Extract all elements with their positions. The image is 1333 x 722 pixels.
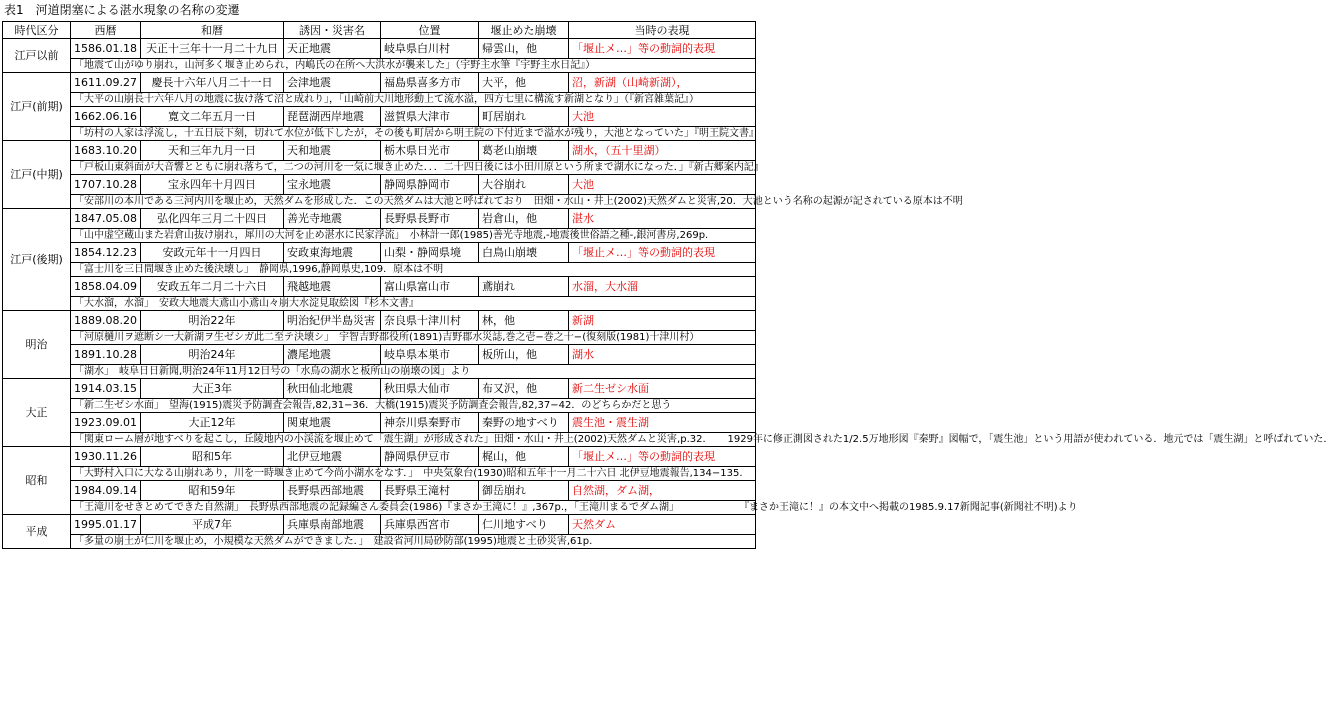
location-cell: 富山県富山市	[381, 277, 479, 297]
event-row	[3, 447, 756, 467]
wareki-cell: 大正3年	[141, 379, 284, 399]
source-quote-cell: 「大水溜，水溜」 安政大地震大鳶山小鳶山々崩大水淀見取絵図『杉木文書』	[71, 297, 756, 311]
expression-cell: 湖水，（五十里湖）	[569, 141, 756, 161]
quote-row	[3, 433, 756, 447]
cause-cell: 北伊豆地震	[284, 447, 381, 467]
quote-row	[3, 399, 756, 413]
wareki-cell: 宝永四年十月四日	[141, 175, 284, 195]
event-row	[3, 73, 756, 93]
quote-row	[3, 59, 756, 73]
event-row	[3, 107, 756, 127]
cause-cell: 秋田仙北地震	[284, 379, 381, 399]
cause-cell: 長野県西部地震	[284, 481, 381, 501]
collapse-cell: 御岳崩れ	[479, 481, 569, 501]
expression-cell: 新湖	[569, 311, 756, 331]
header-collapse: 堰止めた崩壊	[479, 22, 569, 39]
quote-row	[3, 331, 756, 345]
seireki-cell: 1586.01.18	[71, 39, 141, 59]
table-body	[3, 39, 1333, 549]
wareki-cell: 天和三年九月一日	[141, 141, 284, 161]
collapse-cell: 鳶崩れ	[479, 277, 569, 297]
location-cell: 山梨・静岡県境	[381, 243, 479, 263]
quote-row	[3, 365, 756, 379]
header-wareki: 和暦	[141, 22, 284, 39]
expression-cell: 「堰止メ…」等の動詞的表現	[569, 243, 756, 263]
source-quote-cell: 「戸板山東斜面が大音響とともに崩れ落ちて，二つの河川を一気に堰き止めた．．．二十四日後には小田川原という所まで湖水になった．」『新古郷案内記』	[71, 161, 756, 175]
source-quote-cell: 「王滝川をせきとめてできた自然湖」 長野県西部地震の記録編さん委員会(1986)『まさか王滝に！』,367p.，「王滝川まるでダム湖」 『まさか王滝に！』の本文中へ掲載の1985.9.17新聞記事(新聞社不明)より	[71, 501, 756, 515]
cause-cell: 明治紀伊半島災害	[284, 311, 381, 331]
era-cell: 昭和	[3, 447, 71, 515]
header-cause: 誘因・災害名	[284, 22, 381, 39]
cause-cell: 兵庫県南部地震	[284, 515, 381, 535]
seireki-cell: 1891.10.28	[71, 345, 141, 365]
cause-cell: 天正地震	[284, 39, 381, 59]
expression-cell: 天然ダム	[569, 515, 756, 535]
wareki-cell: 寛文二年五月一日	[141, 107, 284, 127]
seireki-cell: 1858.04.09	[71, 277, 141, 297]
location-cell: 秋田県大仙市	[381, 379, 479, 399]
collapse-cell: 大谷崩れ	[479, 175, 569, 195]
wareki-cell: 安政五年二月二十六日	[141, 277, 284, 297]
source-quote-cell: 「大野村入口に大なる山崩れあり，川を一時堰き止めて今尚小湖水をなす．」 中央気象台(1930)昭和五年十一月二十六日 北伊豆地震報告,134−135.	[71, 467, 756, 481]
collapse-cell: 大平，他	[479, 73, 569, 93]
era-cell: 明治	[3, 311, 71, 379]
wareki-cell: 天正十三年十一月二十九日	[141, 39, 284, 59]
era-cell: 江戸(中期)	[3, 141, 71, 209]
wareki-cell: 昭和5年	[141, 447, 284, 467]
expression-cell: 沼，新湖（山崎新湖），	[569, 73, 756, 93]
source-quote-cell: 「安部川の本川である三河内川を堰止め，天然ダムを形成した．この天然ダムは大池と呼ばれており 田畑・水山・井上(2002)天然ダムと災害,20．大池という名称の起源が記されている原本は不明	[71, 195, 756, 209]
collapse-cell: 白鳥山崩壊	[479, 243, 569, 263]
location-cell: 栃木県日光市	[381, 141, 479, 161]
location-cell: 滋賀県大津市	[381, 107, 479, 127]
expression-cell: 水溜，大水溜	[569, 277, 756, 297]
seireki-cell: 1611.09.27	[71, 73, 141, 93]
quote-row	[3, 263, 756, 277]
quote-row	[3, 535, 756, 549]
header-location: 位置	[381, 22, 479, 39]
cause-cell: 安政東海地震	[284, 243, 381, 263]
location-cell: 岐阜県本巣市	[381, 345, 479, 365]
event-row	[3, 379, 756, 399]
collapse-cell: 林，他	[479, 311, 569, 331]
collapse-cell: 帰雲山，他	[479, 39, 569, 59]
table-title: 表1 河道閉塞による湛水現象の名称の変遷	[4, 3, 240, 17]
source-quote-cell: 「富士川を三日間堰き止めた後決壊し」 静岡県,1996,静岡県史,109．原本は不明	[71, 263, 756, 277]
event-row	[3, 515, 756, 535]
wareki-cell: 明治22年	[141, 311, 284, 331]
expression-cell: 震生池・震生湖	[569, 413, 756, 433]
era-cell: 江戸以前	[3, 39, 71, 73]
era-cell: 平成	[3, 515, 71, 549]
location-cell: 静岡県静岡市	[381, 175, 479, 195]
location-cell: 兵庫県西宮市	[381, 515, 479, 535]
expression-cell: 新二生ゼシ水面	[569, 379, 756, 399]
quote-row	[3, 467, 756, 481]
quote-row	[3, 93, 756, 107]
collapse-cell: 板所山，他	[479, 345, 569, 365]
seireki-cell: 1889.08.20	[71, 311, 141, 331]
header-seireki: 西暦	[71, 22, 141, 39]
quote-row	[3, 229, 756, 243]
name-transition-table	[2, 21, 1333, 549]
seireki-cell: 1662.06.16	[71, 107, 141, 127]
seireki-cell: 1854.12.23	[71, 243, 141, 263]
era-cell: 大正	[3, 379, 71, 447]
quote-row	[3, 195, 756, 209]
quote-row	[3, 297, 756, 311]
seireki-cell: 1683.10.20	[71, 141, 141, 161]
era-cell: 江戸(前期)	[3, 73, 71, 141]
expression-cell: 自然湖，ダム湖，	[569, 481, 756, 501]
expression-cell: 「堰止メ…」等の動詞的表現	[569, 447, 756, 467]
expression-cell: 湖水	[569, 345, 756, 365]
collapse-cell: 梶山，他	[479, 447, 569, 467]
cause-cell: 宝永地震	[284, 175, 381, 195]
seireki-cell: 1914.03.15	[71, 379, 141, 399]
wareki-cell: 昭和59年	[141, 481, 284, 501]
wareki-cell: 安政元年十一月四日	[141, 243, 284, 263]
seireki-cell: 1995.01.17	[71, 515, 141, 535]
event-row	[3, 175, 756, 195]
expression-cell: 湛水	[569, 209, 756, 229]
expression-cell: 大池	[569, 107, 756, 127]
seireki-cell: 1923.09.01	[71, 413, 141, 433]
location-cell: 奈良県十津川村	[381, 311, 479, 331]
location-cell: 長野県長野市	[381, 209, 479, 229]
event-row	[3, 277, 756, 297]
collapse-cell: 秦野の地すべり	[479, 413, 569, 433]
event-row	[3, 311, 756, 331]
cause-cell: 琵琶湖西岸地震	[284, 107, 381, 127]
source-quote-cell: 「湖水」 岐阜日日新聞,明治24年11月12日号の「水鳥の湖水と板所山の崩壊の図」より	[71, 365, 756, 379]
cause-cell: 濃尾地震	[284, 345, 381, 365]
cause-cell: 関東地震	[284, 413, 381, 433]
source-quote-cell: 「大平の山崩長十六年八月の地震に抜け落て沼と成れり」，「山崎前大川地形動上て流水溢，四方七里に構流す新湖となり」（『新宮雑葉記』）	[71, 93, 756, 107]
wareki-cell: 明治24年	[141, 345, 284, 365]
cause-cell: 天和地震	[284, 141, 381, 161]
seireki-cell: 1930.11.26	[71, 447, 141, 467]
location-cell: 神奈川県秦野市	[381, 413, 479, 433]
seireki-cell: 1847.05.08	[71, 209, 141, 229]
seireki-cell: 1707.10.28	[71, 175, 141, 195]
event-row	[3, 243, 756, 263]
event-row	[3, 345, 756, 365]
expression-cell: 大池	[569, 175, 756, 195]
event-row	[3, 413, 756, 433]
event-row	[3, 141, 756, 161]
collapse-cell: 岩倉山，他	[479, 209, 569, 229]
quote-row	[3, 127, 756, 141]
header-expression: 当時の表現	[569, 22, 756, 39]
source-quote-cell: 「新二生ゼシ水面」 望海(1915)震災予防調査会報告,82,31−36．大橋(1915)震災予防調査会報告,82,37−42．のどちらかだと思う	[71, 399, 756, 413]
location-cell: 長野県王滝村	[381, 481, 479, 501]
quote-row	[3, 161, 756, 175]
cause-cell: 善光寺地震	[284, 209, 381, 229]
location-cell: 岐阜県白川村	[381, 39, 479, 59]
collapse-cell: 町居崩れ	[479, 107, 569, 127]
expression-cell: 「堰止メ…」等の動詞的表現	[569, 39, 756, 59]
location-cell: 静岡県伊豆市	[381, 447, 479, 467]
collapse-cell: 仁川地すべり	[479, 515, 569, 535]
wareki-cell: 大正12年	[141, 413, 284, 433]
era-cell: 江戸(後期)	[3, 209, 71, 311]
wareki-cell: 弘化四年三月二十四日	[141, 209, 284, 229]
wareki-cell: 慶長十六年八月二十一日	[141, 73, 284, 93]
header-row	[3, 22, 756, 39]
event-row	[3, 209, 756, 229]
event-row	[3, 39, 756, 59]
source-quote-cell: 「多量の崩土が仁川を堰止め，小規模な天然ダムができました．」 建設省河川局砂防部(1995)地震と土砂災害,61p.	[71, 535, 756, 549]
wareki-cell: 平成7年	[141, 515, 284, 535]
source-quote-cell: 「地震て山がゆり崩れ，山河多く堰き止められ，内嶋氏の在所へ大洪水が襲来した」（宇野主水筆『宇野主水日記』）	[71, 59, 756, 73]
source-quote-cell: 「関東ローム層が地すべりを起こし，丘陵地内の小渓流を堰止めて「震生湖」が形成された」田畑・水山・井上(2002)天然ダムと災害,p.32． 1929年に修正測図された1/2.5万地形図『秦野』図幅で，「震生池」という用語が使われている．地元では「震生湖」と呼ばれていた．	[71, 433, 756, 447]
collapse-cell: 葛老山崩壊	[479, 141, 569, 161]
source-quote-cell: 「坊村の人家は浮流し，十五日辰下刻，切れて水位が低下したが，その後も町居から明王院の下付近まで溢水が残り，大池となっていた」『明王院文書』	[71, 127, 756, 141]
collapse-cell: 布又沢，他	[479, 379, 569, 399]
seireki-cell: 1984.09.14	[71, 481, 141, 501]
location-cell: 福島県喜多方市	[381, 73, 479, 93]
source-quote-cell: 「河原樋川ヲ遮断シ一大新湖ヲ生ゼシガ此二至テ決壊シ」 宇智吉野郡役所(1891)吉野郡水災誌,巻之壱−巻之十−(復刻版(1981)十津川村）	[71, 331, 756, 345]
quote-row	[3, 501, 756, 515]
event-row	[3, 481, 756, 501]
header-era: 時代区分	[3, 22, 71, 39]
cause-cell: 飛越地震	[284, 277, 381, 297]
source-quote-cell: 「山中虚空蔵山また岩倉山抜け崩れ，犀川の大河を止め湛水に民家浮流」 小林計一郎(1985)善光寺地震,-地震後世俗語之種-,銀河書房,269p.	[71, 229, 756, 243]
cause-cell: 会津地震	[284, 73, 381, 93]
